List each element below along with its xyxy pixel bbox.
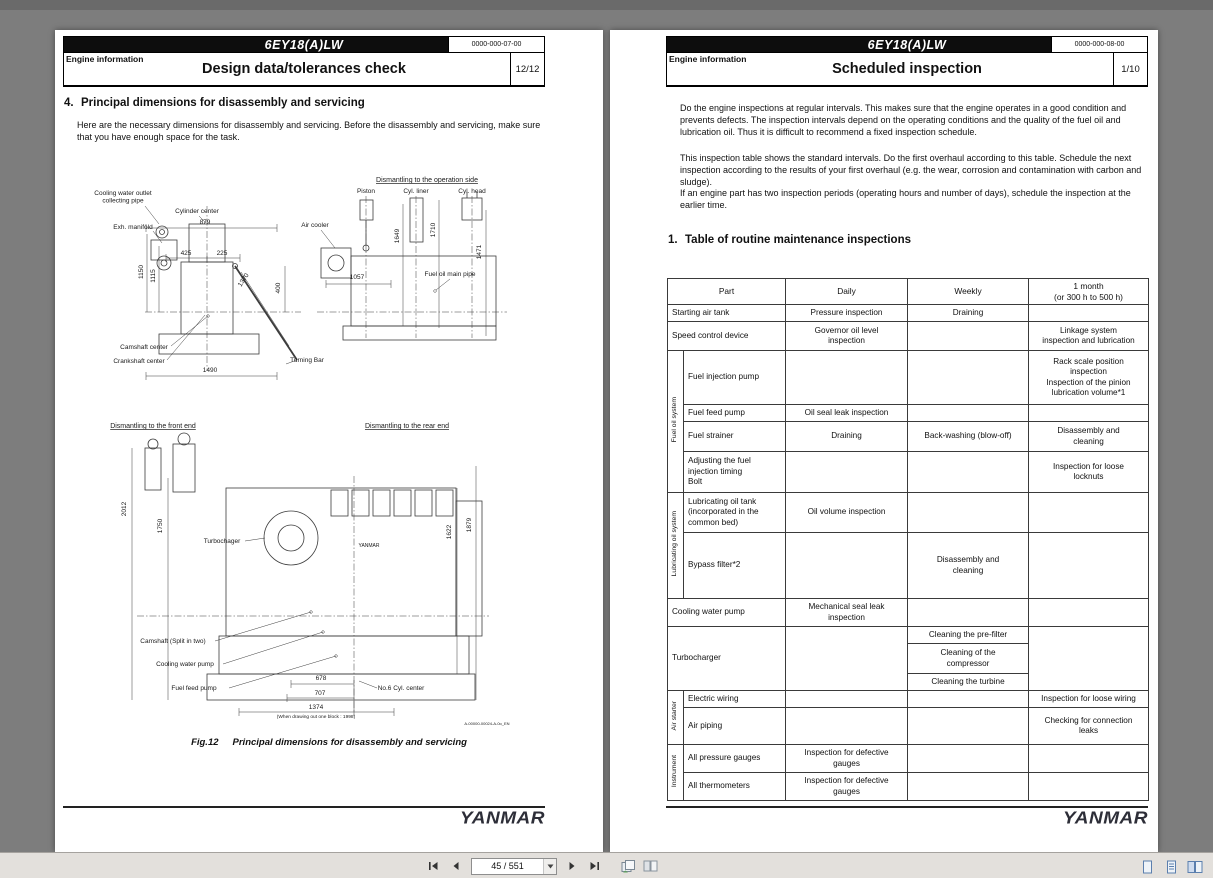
figure-label: 707	[314, 690, 326, 697]
figure-label: Air cooler	[301, 222, 329, 229]
table-cell: Cleaning the turbine	[908, 674, 1029, 691]
table-cell	[786, 627, 908, 691]
figure-caption-number: Fig.12	[191, 737, 219, 748]
table-cell: Electric wiring	[684, 691, 786, 708]
page-title: Design data/tolerances check	[202, 61, 406, 77]
table-cell: Inspection for defective gauges	[786, 745, 908, 773]
group-label: Lubricating oil system	[668, 493, 684, 599]
table-cell: Cleaning of the compressor	[908, 644, 1029, 674]
table-cell: Turbocharger	[668, 627, 786, 691]
figure-label: YANMAR	[358, 543, 380, 549]
table-cell: Oil seal leak inspection	[786, 405, 908, 422]
page-number: 1/10	[1113, 53, 1147, 85]
figure-label: 1649	[394, 228, 401, 244]
figure-label: 1710	[430, 222, 437, 238]
table-cell: Governor oil level inspection	[786, 322, 908, 351]
table-cell: Draining	[908, 305, 1029, 322]
figure-label: 879	[199, 219, 211, 226]
table-cell: Mechanical seal leak inspection	[786, 599, 908, 627]
figure-label: (When drawing out one block : 1998)	[276, 715, 356, 720]
table-cell: Fuel injection pump	[684, 351, 786, 405]
table-cell	[1029, 533, 1149, 599]
table-cell: Fuel strainer	[684, 422, 786, 452]
group-label: Air starter	[668, 691, 684, 745]
table-cell: Bypass filter*2	[684, 533, 786, 599]
figure-label: 425	[180, 250, 192, 257]
page-footer	[666, 806, 1148, 831]
table-cell: Linkage system inspection and lubrication	[1029, 322, 1149, 351]
figure-caption	[55, 737, 603, 748]
figure-label: 2012	[121, 501, 128, 517]
figure-label: 1370	[236, 272, 251, 289]
page-number: 12/12	[510, 53, 544, 85]
table-cell	[908, 452, 1029, 493]
next-page-icon	[567, 861, 577, 871]
figure-label: 1622	[446, 524, 453, 540]
column-header: Daily	[786, 279, 908, 305]
figure-label: A-00000-00024-A-0o_EN	[464, 721, 510, 726]
figure-label: Cooling water pump	[156, 661, 214, 668]
figure-label: Dismantling to the rear end	[364, 423, 450, 430]
doc-number: 0000-000-08-00	[1051, 37, 1147, 52]
table-cell: Disassembly and cleaning	[908, 533, 1029, 599]
table-cell: Cooling water pump	[668, 599, 786, 627]
figure-container	[59, 166, 599, 736]
column-header: Weekly	[908, 279, 1029, 305]
table-cell: Rack scale position inspection Inspection of the pinion lubrication volume*1	[1029, 351, 1149, 405]
table-cell	[786, 452, 908, 493]
body-paragraph: Here are the necessary dimensions for disassembly and servicing. Before the disassembly and servicing, make sure that you have enough space for the task.	[77, 120, 541, 142]
section-heading-number: 4.	[64, 97, 74, 109]
table-cell	[1029, 405, 1149, 422]
copy-pages-button[interactable]	[640, 856, 660, 876]
table-cell: Fuel feed pump	[684, 405, 786, 422]
column-header: Part	[668, 279, 786, 305]
figure-label: Cyl. head	[458, 188, 486, 195]
table-cell	[908, 745, 1029, 773]
table-cell	[1029, 627, 1149, 691]
figure-label: Exh. manifold	[113, 224, 153, 231]
figure-label: Dismantling to the front end	[110, 423, 196, 430]
figure-label: 1374	[308, 704, 324, 711]
section-label: Engine information	[669, 54, 747, 64]
figure-label: Crankshaft center	[113, 358, 165, 365]
chevron-down-icon[interactable]	[543, 859, 556, 874]
table-cell	[908, 691, 1029, 708]
table-cell	[1029, 305, 1149, 322]
body-paragraph: This inspection table shows the standard intervals. Do the first overhaul according to this table. Schedule the next inspection according to the results of your first overhaul (e.g. the wear, corrosion and contamination with carbon and sludge).	[680, 153, 1142, 187]
table-cell: Adjusting the fuel injection timing Bolt	[684, 452, 786, 493]
figure-label: 1057	[349, 274, 365, 281]
figure-drawing	[59, 166, 599, 736]
table-cell: Inspection for loose wiring	[1029, 691, 1149, 708]
table-cell	[908, 322, 1029, 351]
viewer-top-strip	[0, 0, 1213, 10]
figure-label: Fuel feed pump	[171, 685, 217, 692]
figure-caption-text: Principal dimensions for disassembly and servicing	[232, 737, 467, 748]
table-cell: All pressure gauges	[684, 745, 786, 773]
last-page-button[interactable]	[584, 856, 604, 876]
figure-label: 1150	[138, 265, 145, 279]
group-label: Instrument	[668, 745, 684, 801]
figure-label: 1490	[202, 367, 218, 374]
figure-label: Cylinder center	[175, 208, 219, 215]
table-cell	[908, 708, 1029, 745]
table-cell	[1029, 599, 1149, 627]
table-cell	[908, 773, 1029, 801]
table-cell: Inspection for loose locknuts	[1029, 452, 1149, 493]
table-cell	[908, 599, 1029, 627]
table-cell	[908, 493, 1029, 533]
page-footer	[63, 806, 545, 831]
table-cell: Disassembly and cleaning	[1029, 422, 1149, 452]
text-view-button[interactable]	[1161, 857, 1181, 877]
page-header	[63, 36, 545, 87]
table-cell	[1029, 773, 1149, 801]
group-label: Fuel oil system	[668, 351, 684, 493]
table-cell: Checking for connection leaks	[1029, 708, 1149, 745]
figure-label: Turning Bar	[290, 357, 324, 364]
figure-label: Cooling water outlet collecting pipe	[94, 190, 152, 205]
document-page-right	[610, 30, 1158, 852]
next-page-button[interactable]	[562, 856, 582, 876]
figure-label: Piston	[356, 188, 376, 195]
single-page-view-button[interactable]	[1137, 857, 1157, 877]
figure-label: 1879	[466, 517, 473, 533]
facing-pages-view-button[interactable]	[1185, 857, 1205, 877]
facing-pages-view-icon	[1187, 860, 1203, 874]
yanmar-logo: YANMAR	[1063, 809, 1148, 829]
table-cell: Oil volume inspection	[786, 493, 908, 533]
page-header	[666, 36, 1148, 87]
figure-label: 1750	[157, 518, 164, 534]
body-paragraph: If an engine part has two inspection periods (operating hours and number of days), schedule the inspection at the earlier time.	[680, 188, 1131, 210]
figure-label: 678	[315, 675, 327, 682]
model-badge: 6EY18(A)LW	[667, 37, 1147, 52]
figure-label: 1115	[150, 269, 157, 283]
table-cell: Starting air tank	[668, 305, 786, 322]
table-cell	[908, 351, 1029, 405]
figure-label: Camshaft (Split in two)	[140, 638, 206, 645]
viewer-toolbar	[0, 852, 1213, 878]
section-heading-text: Principal dimensions for disassembly and servicing	[81, 97, 365, 109]
figure-label: No.6 Cyl. center	[377, 685, 425, 692]
table-cell	[786, 351, 908, 405]
figure-label: 225	[216, 250, 228, 257]
table-cell: All thermometers	[684, 773, 786, 801]
last-page-icon	[588, 861, 600, 871]
page-indicator: 45 / 551	[491, 861, 524, 871]
maintenance-table	[667, 278, 1149, 801]
section-heading-text: Table of routine maintenance inspections	[685, 234, 911, 246]
snapshot-page-button[interactable]	[618, 856, 638, 876]
figure-label: Turbochager	[203, 538, 241, 545]
page-number-combobox[interactable]	[471, 858, 557, 875]
table-cell	[1029, 493, 1149, 533]
table-cell: Draining	[786, 422, 908, 452]
single-page-view-icon	[1141, 860, 1154, 874]
section-heading-number: 1.	[668, 234, 678, 246]
section-label: Engine information	[66, 54, 144, 64]
table-cell	[908, 405, 1029, 422]
figure-label: Fuel oil main pipe	[424, 271, 476, 278]
doc-number: 0000-000-07-00	[448, 37, 544, 52]
table-cell	[786, 533, 908, 599]
model-badge: 6EY18(A)LW	[64, 37, 544, 52]
body-paragraph: Do the engine inspections at regular intervals. This makes sure that the engine operates in a good condition and prevents defects. The inspection intervals depend on the operating conditions and the quality of the fuel oil and lubrication oil. Thus it is difficult to recommend a fixed inspection schedule.	[680, 103, 1127, 137]
table-cell: Pressure inspection	[786, 305, 908, 322]
table-cell: Cleaning the pre-filter	[908, 627, 1029, 644]
table-cell	[786, 708, 908, 745]
section-heading	[64, 97, 365, 109]
table-cell: Air piping	[684, 708, 786, 745]
table-cell	[1029, 745, 1149, 773]
first-page-icon	[428, 861, 440, 871]
first-page-button[interactable]	[424, 856, 444, 876]
page-title: Scheduled inspection	[832, 61, 982, 77]
table-cell: Speed control device	[668, 322, 786, 351]
yanmar-logo: YANMAR	[460, 809, 545, 829]
figure-label: 400	[275, 282, 282, 294]
copy-pages-icon	[643, 860, 658, 873]
figure-label: Dismantling to the operation side	[376, 177, 478, 184]
table-cell: Back-washing (blow-off)	[908, 422, 1029, 452]
figure-label: Cyl. liner	[403, 188, 429, 195]
previous-page-icon	[451, 861, 461, 871]
figure-label: 1471	[476, 244, 483, 260]
section-heading	[668, 234, 911, 246]
table-cell: Lubricating oil tank (incorporated in the common bed)	[684, 493, 786, 533]
table-cell	[786, 691, 908, 708]
figure-label: Camshaft center	[120, 344, 168, 351]
column-header: 1 month (or 300 h to 500 h)	[1029, 279, 1149, 305]
document-page-left	[55, 30, 603, 852]
snapshot-page-icon	[621, 860, 636, 873]
text-view-icon	[1165, 860, 1178, 874]
table-cell: Inspection for defective gauges	[786, 773, 908, 801]
previous-page-button[interactable]	[446, 856, 466, 876]
